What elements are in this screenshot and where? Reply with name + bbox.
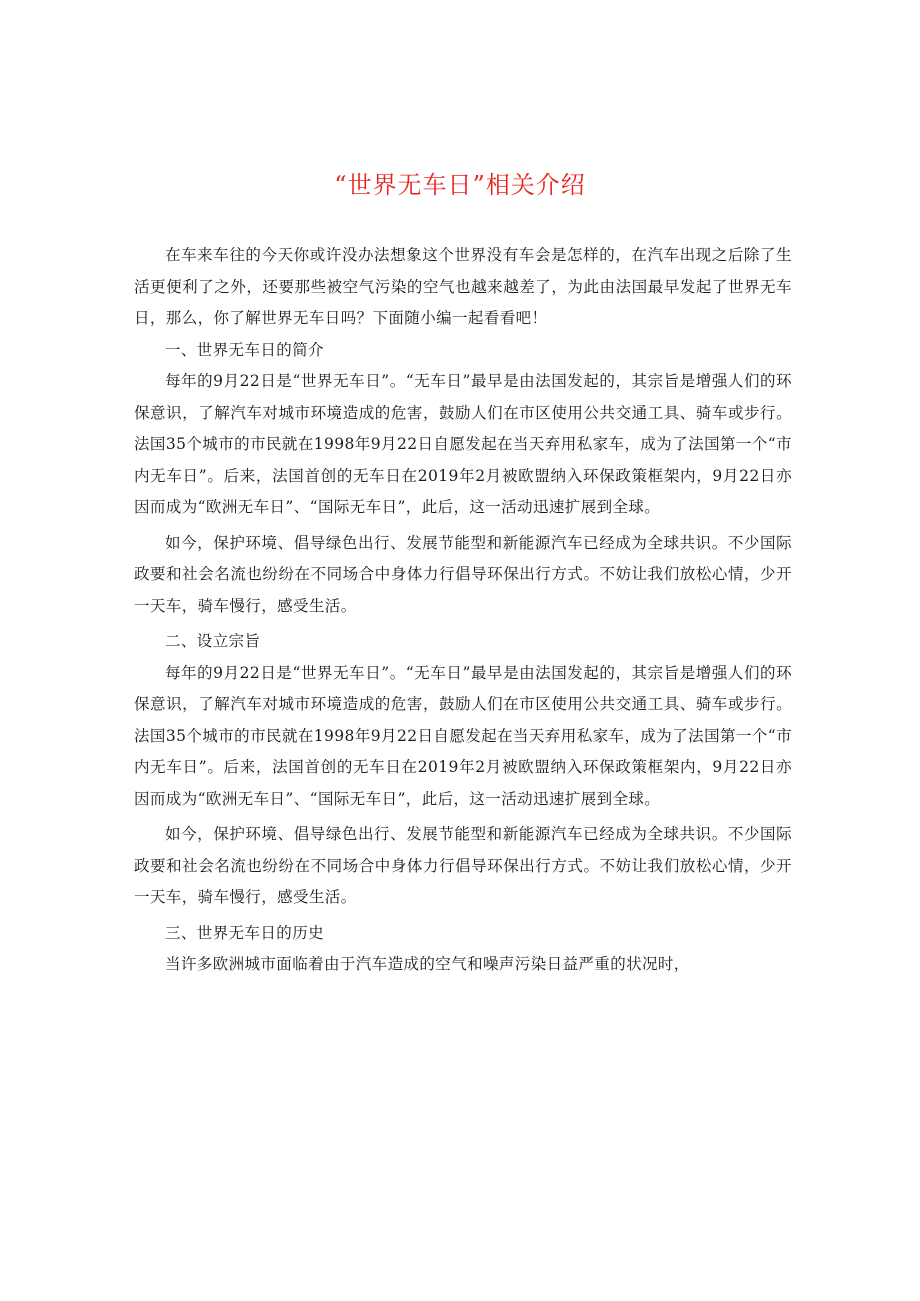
section-heading-history: 三、世界无车日的历史 [165, 923, 325, 942]
section2-paragraph-1: 每年的9月22日是“世界无车日”。“无车日”最早是由法国发起的，其宗旨是增强人们的环保意识，了解汽车对城市环境造成的危害，鼓励人们在市区使用公共交通工具、骑车或步行。法国35个城市的市民就在1998年9月22日自愿发起在当天弃用私家车，成为了法国第一个“市内无车日”。后来，法国首创的无车日在2019年2月被欧盟纳入环保政策框架内，9月22日亦因而成为“欧洲无车日”、“国际无车日”，此后，这一活动迅速扩展到全球。 [134, 663, 792, 808]
section3-paragraph-1: 当许多欧洲城市面临着由于汽车造成的空气和噪声污染日益严重的状况时， [165, 955, 690, 973]
document-body [134, 240, 792, 981]
section-heading-purpose: 二、设立宗旨 [165, 632, 261, 650]
section1-paragraph-2: 如今，保护环境、倡导绿色出行、发展节能型和新能源汽车已经成为全球共识。不少国际政要和社会名流也纷纷在不同场合中身体力行倡导环保出行方式。不妨让我们放松心情，少开一天车，骑车慢行，感受生活。 [134, 533, 792, 615]
section-heading-intro: 一、世界无车日的简介 [165, 340, 325, 359]
section1-paragraph-1: 每年的9月22日是“世界无车日”。“无车日”最早是由法国发起的，其宗旨是增强人们的环保意识，了解汽车对城市环境造成的危害，鼓励人们在市区使用公共交通工具、骑车或步行。法国35个城市的市民就在1998年9月22日自愿发起在当天弃用私家车，成为了法国第一个“市内无车日”。后来，法国首创的无车日在2019年2月被欧盟纳入环保政策框架内，9月22日亦因而成为“欧洲无车日”、“国际无车日”，此后，这一活动迅速扩展到全球。 [134, 372, 792, 516]
section2-paragraph-2: 如今，保护环境、倡导绿色出行、发展节能型和新能源汽车已经成为全球共识。不少国际政要和社会名流也纷纷在不同场合中身体力行倡导环保出行方式。不妨让我们放松心情，少开一天车，骑车慢行，感受生活。 [134, 825, 792, 906]
document-title: “世界无车日”相关介绍 [334, 171, 586, 199]
intro-paragraph: 在车来车往的今天你或许没办法想象这个世界没有车会是怎样的，在汽车出现之后除了生活更便利了之外，还要那些被空气污染的空气也越来越差了，为此由法国最早发起了世界无车日，那么，你了解世界无车日吗？下面随小编一起看看吧！ [134, 246, 792, 327]
